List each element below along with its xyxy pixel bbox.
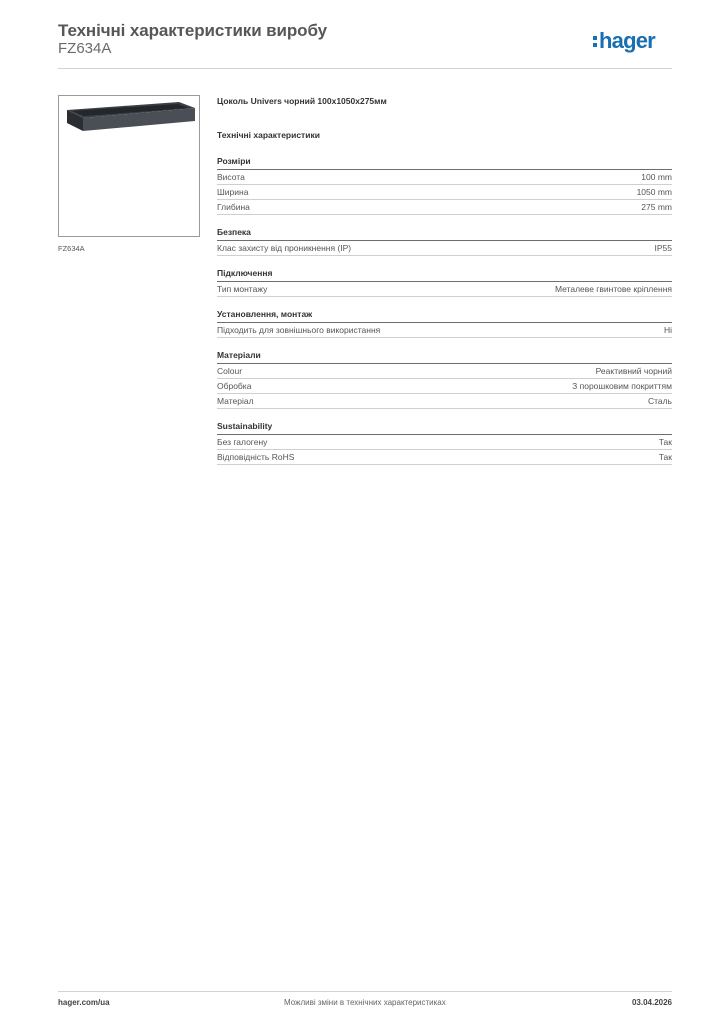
spec-label: Відповідність RoHS	[217, 452, 295, 462]
spec-label: Клас захисту від проникнення (IP)	[217, 243, 352, 253]
spec-group-title: Розміри	[217, 156, 672, 170]
product-image	[58, 95, 200, 237]
spec-label: Висота	[217, 172, 245, 182]
spec-group-title: Безпека	[217, 227, 672, 241]
spec-value: З порошковим покриттям	[572, 381, 672, 391]
spec-value: Металеве гвинтове кріплення	[554, 284, 672, 294]
spec-group-title: Матеріали	[217, 350, 672, 364]
spec-row	[217, 379, 672, 394]
spec-row	[217, 170, 672, 185]
product-code: FZ634A	[58, 40, 112, 57]
spec-label: Глибина	[217, 202, 250, 212]
spec-value: 100 mm	[641, 172, 672, 182]
spec-value: 275 mm	[641, 202, 672, 212]
spec-label: Підходить для зовнішнього використання	[217, 325, 381, 335]
spec-row	[217, 241, 672, 256]
spec-label: Тип монтажу	[217, 284, 268, 294]
spec-label: Матеріал	[217, 396, 254, 406]
spec-value: IP55	[654, 243, 672, 253]
spec-groups	[217, 156, 672, 465]
footer-website[interactable]: hager.com/ua	[58, 998, 110, 1007]
spec-value: Ні	[663, 325, 672, 335]
footer-notice: Можливі зміни в технічних характеристиках	[284, 998, 446, 1007]
spec-group-title: Установлення, монтаж	[217, 309, 672, 323]
spec-row	[217, 394, 672, 409]
spec-value: 1050 mm	[636, 187, 672, 197]
hager-logo	[592, 27, 674, 57]
spec-label: Ширина	[217, 187, 249, 197]
page-title: Технічні характеристики виробу	[58, 21, 327, 40]
spec-row	[217, 282, 672, 297]
header-divider	[58, 68, 672, 69]
spec-group-title: Sustainability	[217, 421, 672, 435]
spec-value: Так	[658, 452, 672, 462]
spec-row	[217, 323, 672, 338]
footer-date: 03.04.2026	[631, 998, 672, 1007]
spec-label: Colour	[217, 366, 243, 376]
spec-row	[217, 200, 672, 215]
image-caption: FZ634A	[58, 244, 85, 253]
spec-row	[217, 435, 672, 450]
logo-text: hager	[599, 28, 655, 53]
spec-label: Без галогену	[217, 437, 268, 447]
footer-divider	[58, 991, 672, 992]
spec-row	[217, 450, 672, 465]
product-name: Цоколь Univers чорний 100x1050x275мм	[217, 96, 387, 106]
plinth-drawing	[59, 96, 201, 238]
spec-value: Так	[658, 437, 672, 447]
spec-label: Обробка	[217, 381, 252, 391]
spec-row	[217, 364, 672, 379]
spec-value: Сталь	[647, 396, 672, 406]
specifications	[217, 96, 672, 465]
spec-group-title: Підключення	[217, 268, 672, 282]
spec-row	[217, 185, 672, 200]
section-heading: Технічні характеристики	[217, 130, 320, 140]
spec-value: Реактивний чорний	[595, 366, 672, 376]
